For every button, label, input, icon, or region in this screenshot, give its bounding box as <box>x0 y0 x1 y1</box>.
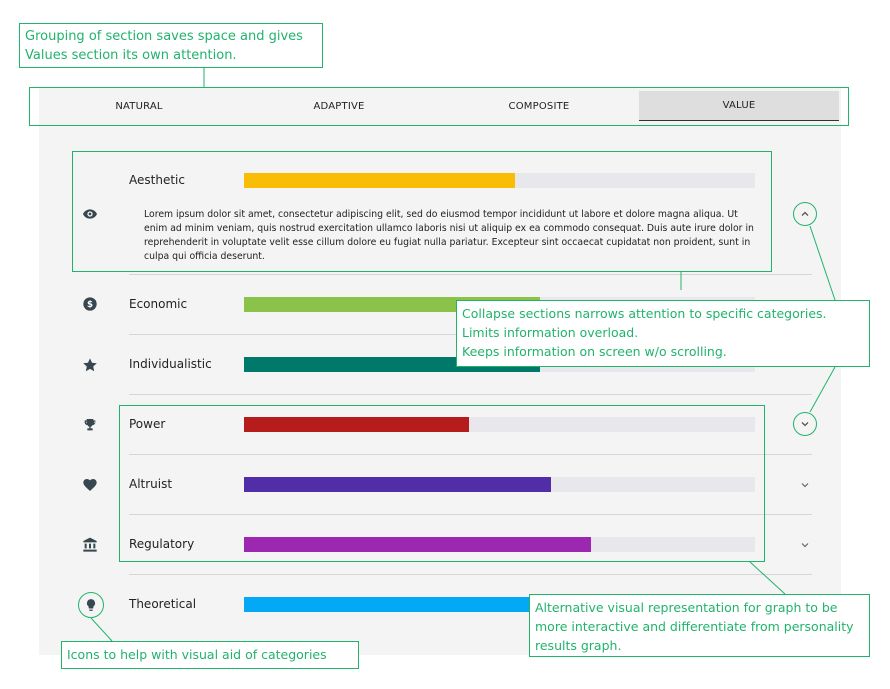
row-label-aesthetic[interactable]: Aesthetic <box>129 173 185 187</box>
aesthetic-description: Lorem ipsum dolor sit amet, consectetur adipiscing elit, sed do eiusmod tempor incididunt ut labore et dolore magna aliqua. Ut enim ad minim veniam, quis nostrud exercitation ullamco laboris nisi ut aliquip ex ea commodo consequat. Duis aute irure dolor in reprehenderit in voluptate velit esse cillum dolore eu fugiat nulla pariatur. Excepteur sint occaecat cupidatat non proident, sunt in culpa qui officia deserunt. <box>144 209 754 262</box>
row-label-theoretical[interactable]: Theoretical <box>129 597 197 611</box>
note-alternative: Alternative visual representation for graph to be more interactive and differentiate from personality results graph. <box>529 594 870 657</box>
note-collapse <box>456 300 870 367</box>
row-label-power[interactable]: Power <box>129 417 166 431</box>
tab-natural[interactable]: NATURAL <box>115 100 163 112</box>
note-icons: Icons to help with visual aid of categories <box>61 641 359 669</box>
note-collapse-line3: Keeps information on screen w/o scrolling. <box>462 344 727 359</box>
row-label-individualistic[interactable]: Individualistic <box>129 357 212 371</box>
tab-value[interactable]: VALUE <box>639 91 839 121</box>
tab-composite[interactable]: COMPOSITE <box>508 100 570 112</box>
row-label-regulatory[interactable]: Regulatory <box>129 537 195 551</box>
note-collapse-line1: Collapse sections narrows attention to specific categories. <box>462 306 827 321</box>
note-collapse-line2: Limits information overload. <box>462 325 639 340</box>
note-grouping: Grouping of section saves space and gives Values section its own attention. <box>19 23 323 68</box>
row-label-economic[interactable]: Economic <box>129 297 188 311</box>
tab-adaptive[interactable]: ADAPTIVE <box>313 100 365 112</box>
svg-text:$: $ <box>86 300 94 310</box>
row-label-altruist[interactable]: Altruist <box>129 477 173 491</box>
